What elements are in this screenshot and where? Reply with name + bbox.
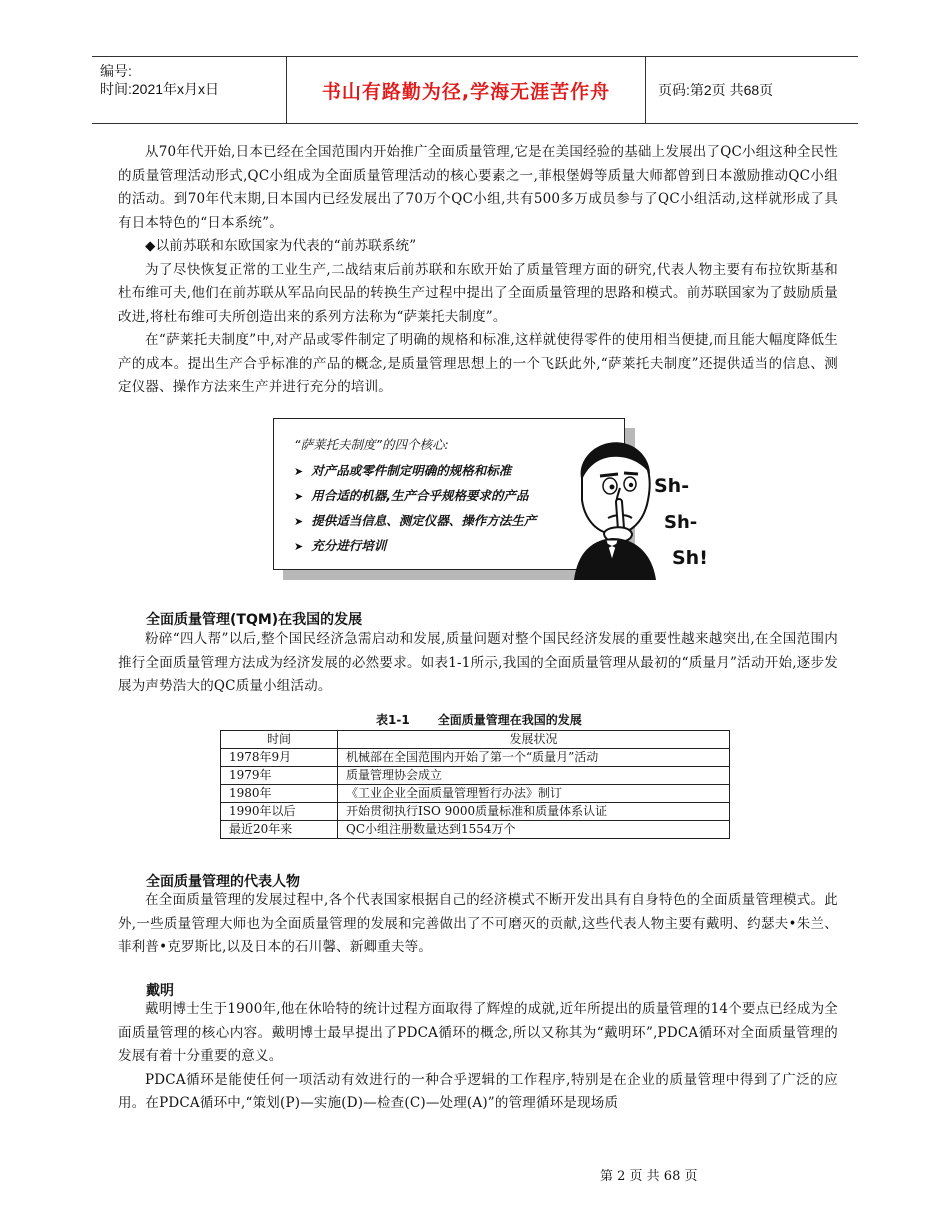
table-cell: 开始贯彻执行ISO 9000质量标准和质量体系认证 bbox=[338, 803, 730, 821]
paragraph: 在“萨莱托夫制度”中,对产品或零件制定了明确的规格和标准,这样就使得零件的使用相当便捷,而且能大幅度降低生产的成本。提出生产合乎标准的产品的概念,是质量管理思想上的一个飞跃此外,“萨莱托夫制度”还提供适当的信息、测定仪器、操作方法来生产并进行充分的培训。 bbox=[118, 332, 838, 395]
sh-text: Sh- bbox=[654, 475, 690, 497]
table-cell: 机械部在全国范围内开始了第一个“质量月”活动 bbox=[338, 749, 730, 767]
header-meta bbox=[92, 57, 287, 123]
shushing-man-cartoon bbox=[560, 430, 720, 580]
paragraph: PDCA循环是能使任何一项活动有效进行的一种合乎逻辑的工作程序,特别是在企业的质量管理中得到了广泛的应用。在PDCA循环中,“策划(P)—实施(D)—检查(C)—处理(A)”的管理循环是现场质 bbox=[118, 1071, 838, 1111]
column-header: 发展状况 bbox=[338, 731, 730, 749]
table-row bbox=[221, 803, 730, 821]
sh-text: Sh- bbox=[664, 512, 698, 533]
table-title: 全面质量管理在我国的发展 bbox=[437, 713, 582, 727]
table-cell: 最近20年来 bbox=[221, 821, 338, 839]
table-cell: 《工业企业全面质量管理暂行办法》制订 bbox=[338, 785, 730, 803]
tqm-development-table bbox=[220, 730, 730, 839]
table-cell: 1990年以后 bbox=[221, 803, 338, 821]
table-caption bbox=[376, 711, 582, 728]
table-cell: 1979年 bbox=[221, 767, 338, 785]
arrow-icon: ➤ bbox=[294, 490, 304, 503]
table-row bbox=[221, 821, 730, 839]
paragraph: 在全面质量管理的发展过程中,各个代表国家根据自己的经济模式不断开发出具有自身特色的全面质量管理模式。此外,一些质量管理大师也为全面质量管理的发展和完善做出了不可磨灭的贡献,这些代表人物主要有戴明、约瑟夫•朱兰、菲利普•克罗斯比,以及日本的石川馨、新卿重夫等。 bbox=[118, 892, 838, 955]
arrow-icon: ➤ bbox=[294, 515, 304, 528]
table-number: 表1-1 bbox=[376, 713, 410, 727]
table-cell: 1978年9月 bbox=[221, 749, 338, 767]
column-header: 时间 bbox=[221, 731, 338, 749]
paragraph: 从70年代开始,日本已经在全国范围内开始推广全面质量管理,它是在美国经验的基础上发展出了QC小组这种全民性的质量管理活动形式,QC小组成为全面质量管理活动的核心要素之一,菲根堡姆等质量大师都曾到日本激励推动QC小组的活动。到70年代末期,日本国内已经发展出了70万个QC小组,共有500多万成员参与了QC小组活动,这样就形成了具有日本特色的“日本系统”。 bbox=[118, 144, 838, 231]
table-row bbox=[221, 767, 730, 785]
arrow-icon: ➤ bbox=[294, 465, 304, 478]
table-header-row bbox=[221, 731, 730, 749]
callout-title: “萨莱托夫制度”的四个核心: bbox=[294, 437, 449, 452]
header-motto: 书山有路勤为径,学海无涯苦作舟 bbox=[287, 57, 646, 123]
page-footer: 第 2 页 共 68 页 bbox=[600, 1169, 698, 1184]
paragraph: 戴明博士生于1900年,他在休哈特的统计过程方面取得了辉煌的成就,近年所提出的质量管理的14个要点已经成为全面质量管理的核心内容。戴明博士最早提出了PDCA循环的概念,所以又称其为“戴明环”,PDCA循环对全面质量管理的发展有着十分重要的意义。 bbox=[118, 1001, 838, 1064]
callout-item: ➤ 提供适当信息、测定仪器、操作方法生产 bbox=[294, 513, 537, 528]
callout-item: ➤ 对产品或零件制定明确的规格和标准 bbox=[294, 463, 512, 478]
table-cell: 1980年 bbox=[221, 785, 338, 803]
paragraph: ◆以前苏联和东欧国家为代表的“前苏联系统” bbox=[145, 238, 417, 254]
time-label: 时间:2021年x月x日 bbox=[100, 81, 220, 97]
paragraph: 粉碎“四人帮”以后,整个国民经济急需启动和发展,质量问题对整个国民经济发展的重要性越来越突出,在全国范围内推行全面质量管理方法成为经济发展的必然要求。如表1-1所示,我国的全面质量管理从最初的“质量月”活动开始,逐步发展为声势浩大的QC质量小组活动。 bbox=[118, 631, 838, 694]
section-deming bbox=[118, 998, 838, 1116]
number-label: 编号: bbox=[100, 63, 132, 79]
arrow-icon: ➤ bbox=[294, 540, 304, 553]
paragraph: 为了尽快恢复正常的工业生产,二战结束后前苏联和东欧开始了质量管理方面的研究,代表人物主要有布拉钦斯基和杜布维可夫,他们在前苏联从军品向民品的转换生产过程中提出了全面质量管理的思路和模式。前苏联国家为了鼓励质量改进,将杜布维可夫所创造出来的系列方法称为“萨莱托夫制度”。 bbox=[118, 261, 838, 325]
heading-representatives: 全面质量管理的代表人物 bbox=[146, 874, 300, 890]
heading-tqm-china: 全面质量管理(TQM)在我国的发展 bbox=[146, 612, 363, 628]
heading-deming: 戴明 bbox=[146, 983, 174, 999]
page-header bbox=[92, 56, 858, 124]
table-row bbox=[221, 785, 730, 803]
callout-item: ➤ 用合适的机器,生产合乎规格要求的产品 bbox=[294, 488, 529, 503]
sh-text: Sh! bbox=[672, 547, 708, 569]
section-representatives bbox=[118, 889, 838, 960]
header-page-label: 页码:第2页 共68页 bbox=[658, 82, 774, 98]
table-cell: 质量管理协会成立 bbox=[338, 767, 730, 785]
section-tqm-china bbox=[118, 628, 838, 699]
callout-item: ➤ 充分进行培训 bbox=[294, 538, 387, 553]
table-cell: QC小组注册数量达到1554万个 bbox=[338, 821, 730, 839]
section-japan-soviet bbox=[118, 141, 838, 400]
table-row bbox=[221, 749, 730, 767]
